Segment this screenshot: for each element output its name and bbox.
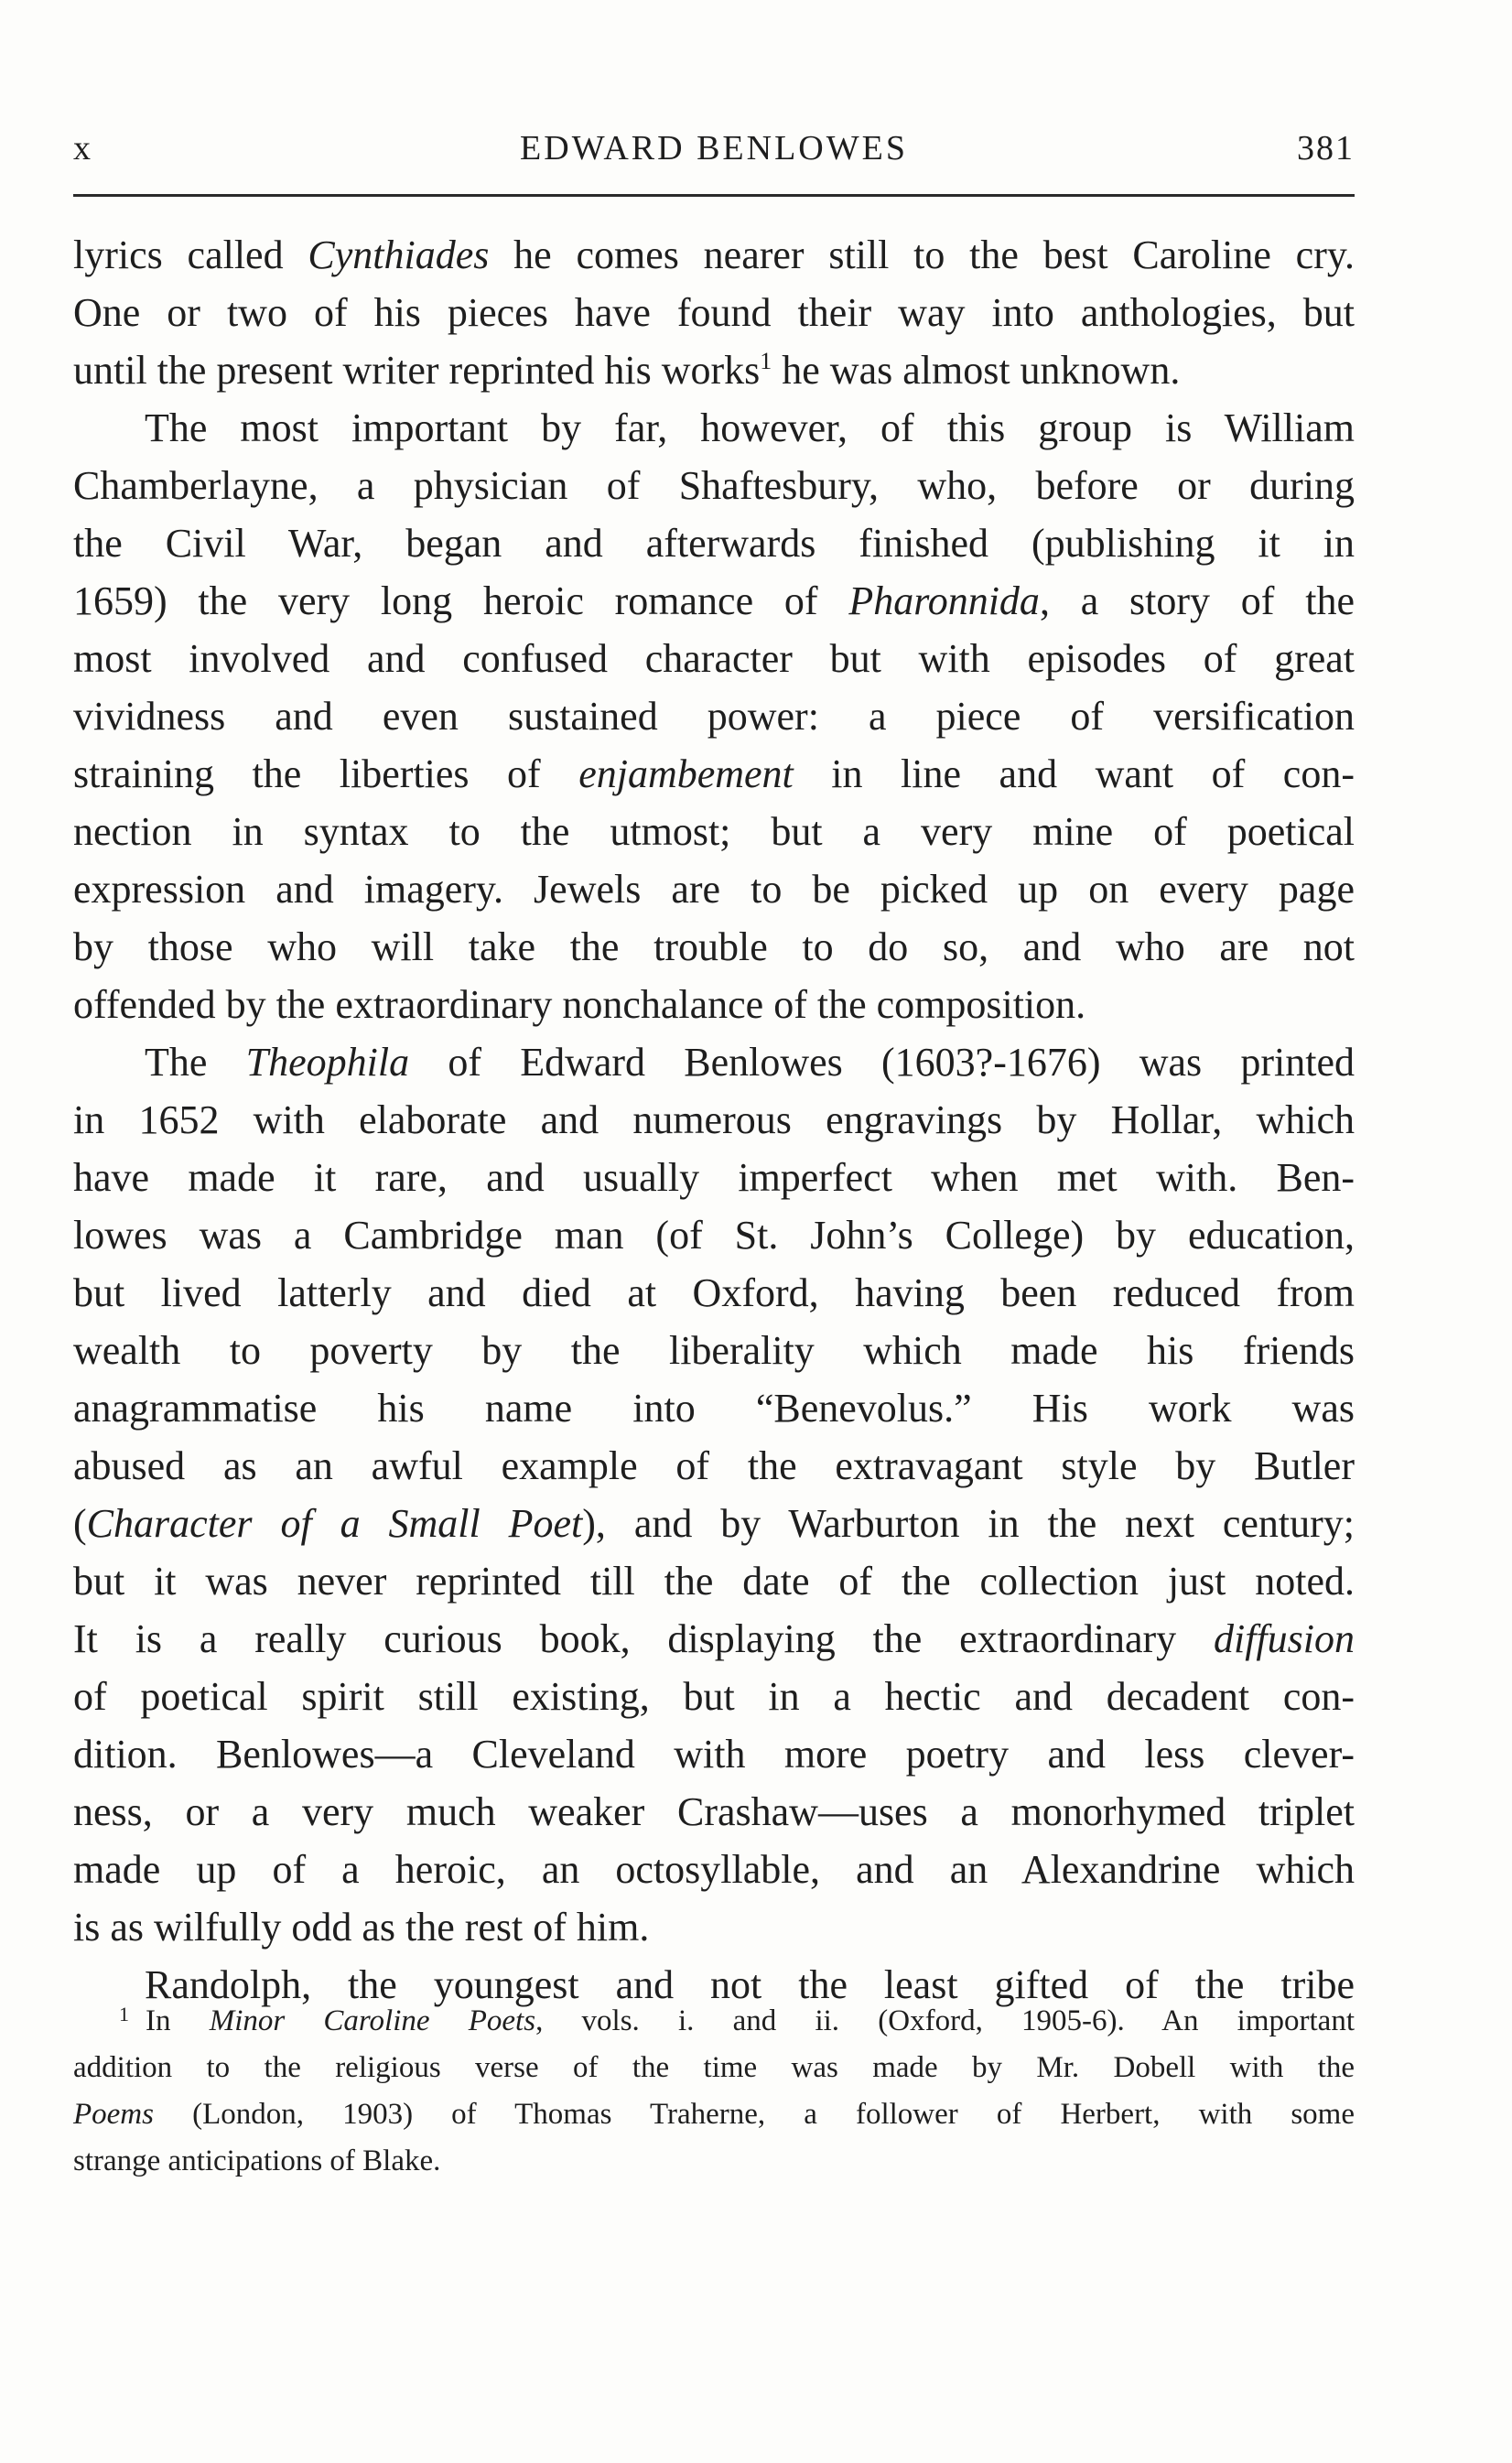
- text-line: is as wilfully odd as the rest of him.: [73, 1905, 650, 1950]
- book-title: Theophila: [245, 1040, 410, 1085]
- footnote-line: strange anticipations of Blake.: [73, 2144, 441, 2177]
- signature-mark: x: [73, 129, 92, 167]
- text-line: anagrammatise his name into “Benevolus.” His work was: [73, 1386, 1355, 1431]
- text-line: It is a really curious book, displaying the extraordinary diffusion: [73, 1616, 1355, 1661]
- footnote: [73, 1998, 1355, 2185]
- text-line: lowes was a Cambridge man (of St. John’s College) by education,: [73, 1213, 1355, 1258]
- body-text: [73, 226, 1355, 2014]
- text-line: (Character of a Small Poet), and by Warburton in the next century;: [73, 1501, 1355, 1546]
- page-header: [73, 128, 1355, 183]
- text-line: straining the liberties of enjambement in line and want of con-: [73, 751, 1355, 796]
- emphasis: diffusion: [1213, 1616, 1355, 1661]
- text-line: lyrics called Cynthiades he comes nearer still to the best Caroline cry.: [73, 232, 1355, 277]
- text-line: The Theophila of Edward Benlowes (1603?-1676) was printed: [145, 1040, 1355, 1085]
- text-line: but it was never reprinted till the date of the collection just noted.: [73, 1559, 1355, 1604]
- text-line: by those who will take the trouble to do so, and who are not: [73, 924, 1355, 969]
- emphasis: enjambement: [578, 751, 794, 796]
- text-line: Randolph, the youngest and not the least gifted of the tribe: [145, 1962, 1355, 2007]
- book-title: Poems: [73, 2098, 154, 2131]
- book-title: Pharonnida: [848, 578, 1040, 623]
- text-line: made up of a heroic, an octosyllable, and an Alexandrine which: [73, 1847, 1355, 1892]
- footnote-line: Poems (London, 1903) of Thomas Traherne, a follower of Herbert, with some: [73, 2098, 1355, 2131]
- text-line: Chamberlayne, a physician of Shaftesbury, who, before or during: [73, 463, 1355, 508]
- text-line: in 1652 with elaborate and numerous engravings by Hollar, which: [73, 1097, 1355, 1142]
- text-line: wealth to poverty by the liberality which made his friends: [73, 1328, 1355, 1373]
- text-line: until the present writer reprinted his works$^1$ he was almost unknown.: [73, 348, 1181, 393]
- footnote-line: $^1$ In Minor Caroline Poets, vols. i. and ii. (Oxford, 1905-6). An important: [119, 2003, 1355, 2037]
- text-line: but lived latterly and died at Oxford, having been reduced from: [73, 1270, 1355, 1315]
- header-rule: [73, 194, 1355, 197]
- text-line: offended by the extraordinary nonchalance of the composition.: [73, 982, 1086, 1027]
- text-line: the Civil War, began and afterwards finished (publishing it in: [73, 521, 1355, 566]
- text-line: ness, or a very much weaker Crashaw—uses a monorhymed triplet: [73, 1789, 1355, 1834]
- text-line: most involved and confused character but with episodes of great: [73, 636, 1355, 681]
- text-line: dition. Benlowes—a Cleveland with more poetry and less clever-: [73, 1732, 1355, 1777]
- text-line: 1659) the very long heroic romance of Pharonnida, a story of the: [73, 578, 1355, 623]
- text-line: One or two of his pieces have found their way into anthologies, but: [73, 290, 1355, 335]
- footnote-reference: 1: [760, 348, 772, 374]
- text-line: abused as an awful example of the extravagant style by Butler: [73, 1443, 1355, 1488]
- text-line: have made it rare, and usually imperfect when met with. Ben-: [73, 1155, 1355, 1200]
- running-title: EDWARD BENLOWES: [520, 129, 908, 167]
- book-title: Minor Caroline Poets: [209, 2004, 536, 2037]
- text-line: expression and imagery. Jewels are to be picked up on every page: [73, 867, 1355, 912]
- text-line: The most important by far, however, of this group is William: [145, 405, 1355, 450]
- footnote-line: addition to the religious verse of the time was made by Mr. Dobell with the: [73, 2051, 1355, 2084]
- footnote-marker: 1: [119, 2003, 129, 2025]
- book-title: Character of a Small Poet: [86, 1501, 583, 1546]
- text-line: of poetical spirit still existing, but in a hectic and decadent con-: [73, 1674, 1355, 1719]
- book-title: Cynthiades: [308, 232, 490, 277]
- page-number: 381: [1297, 129, 1355, 167]
- text-line: vividness and even sustained power: a piece of versification: [73, 694, 1355, 739]
- text-line: nection in syntax to the utmost; but a very mine of poetical: [73, 809, 1355, 854]
